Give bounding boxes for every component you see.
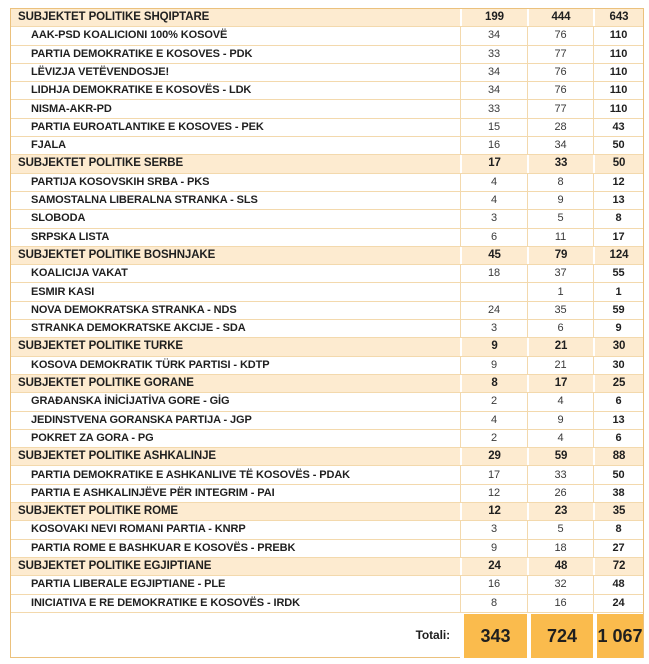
party-row <box>11 192 643 210</box>
row-label: SUBJEKTET POLITIKE GORANE <box>18 376 194 389</box>
row-label: KOSOVAKI NEVI ROMANI PARTIA - KNRP <box>31 523 246 536</box>
row-value-3: 8 <box>593 210 643 227</box>
party-row <box>11 46 643 64</box>
row-value-3: 8 <box>593 521 643 538</box>
row-value-1: 2 <box>460 430 527 447</box>
row-value-1: 3 <box>460 320 527 337</box>
row-label: INICIATIVA E RE DEMOKRATIKE E KOSOVËS - IRDK <box>31 596 300 609</box>
row-label: JEDINSTVENA GORANSKA PARTIJA - JGP <box>31 413 252 426</box>
row-label: SUBJEKTET POLITIKE BOSHNJAKE <box>18 248 216 261</box>
row-value-1: 34 <box>460 82 527 99</box>
row-value-3: 27 <box>593 540 643 557</box>
row-value-1: 45 <box>460 247 527 264</box>
totals-value-1: 343 <box>460 614 527 658</box>
row-value-2: 33 <box>527 466 593 483</box>
party-row <box>11 595 643 613</box>
row-value-2: 4 <box>527 393 593 410</box>
party-row <box>11 229 643 247</box>
row-value-3: 35 <box>593 503 643 520</box>
party-row <box>11 521 643 539</box>
row-value-2: 37 <box>527 265 593 282</box>
row-value-2: 35 <box>527 302 593 319</box>
totals-row <box>11 613 643 657</box>
row-label: SRPSKA LISTA <box>31 230 110 243</box>
row-label: PARTIA DEMOKRATIKE E ASHKANLIVE TË KOSOVËS - PDAK <box>31 468 351 481</box>
row-value-3: 12 <box>593 174 643 191</box>
party-row <box>11 283 643 301</box>
row-value-2: 23 <box>527 503 593 520</box>
totals-value-2: 724 <box>527 614 593 658</box>
row-value-3: 124 <box>593 247 643 264</box>
row-value-1: 12 <box>460 503 527 520</box>
row-value-3: 110 <box>593 82 643 99</box>
row-label: SUBJEKTET POLITIKE EGJIPTIANE <box>18 559 212 572</box>
party-row <box>11 485 643 503</box>
party-row <box>11 82 643 100</box>
group-row <box>11 375 643 393</box>
row-value-2: 9 <box>527 192 593 209</box>
row-value-3: 6 <box>593 430 643 447</box>
row-label: AAK-PSD KOALICIONI 100% KOSOVË <box>31 29 228 42</box>
row-label: SUBJEKTET POLITIKE SHQIPTARE <box>18 10 210 23</box>
row-label: SAMOSTALNA LIBERALNA STRANKA - SLS <box>31 194 258 207</box>
row-label: ESMIR KASI <box>31 285 95 298</box>
group-row <box>11 503 643 521</box>
row-value-1: 3 <box>460 521 527 538</box>
row-value-1: 34 <box>460 64 527 81</box>
row-value-3: 50 <box>593 466 643 483</box>
row-value-3: 30 <box>593 357 643 374</box>
row-value-1: 2 <box>460 393 527 410</box>
row-value-3: 30 <box>593 338 643 355</box>
row-value-2: 5 <box>527 521 593 538</box>
row-value-1: 16 <box>460 137 527 154</box>
row-label: NOVA DEMOKRATSKA STRANKA - NDS <box>31 303 237 316</box>
row-value-1: 12 <box>460 485 527 502</box>
row-value-2: 444 <box>527 9 593 26</box>
row-label: FJALA <box>31 139 66 152</box>
party-row <box>11 174 643 192</box>
table-body <box>11 9 643 613</box>
row-value-3: 25 <box>593 375 643 392</box>
party-row <box>11 265 643 283</box>
row-value-2: 5 <box>527 210 593 227</box>
row-value-1: 4 <box>460 174 527 191</box>
totals-label: Totali: <box>415 627 450 642</box>
party-row <box>11 357 643 375</box>
row-value-1: 24 <box>460 558 527 575</box>
row-value-1: 8 <box>460 595 527 612</box>
row-value-2: 6 <box>527 320 593 337</box>
row-value-2: 77 <box>527 46 593 63</box>
row-label: LËVIZJA VETËVENDOSJE! <box>31 66 170 79</box>
party-row <box>11 302 643 320</box>
row-value-3: 9 <box>593 320 643 337</box>
row-value-3: 59 <box>593 302 643 319</box>
row-label: SLOBODA <box>31 212 86 225</box>
row-label: GRAĐANSKA İNİCİJATİVA GORE - GİG <box>31 395 230 408</box>
row-value-1 <box>460 283 527 300</box>
row-value-1: 18 <box>460 265 527 282</box>
party-row <box>11 100 643 118</box>
row-value-3: 50 <box>593 155 643 172</box>
row-value-1: 33 <box>460 46 527 63</box>
row-value-3: 48 <box>593 576 643 593</box>
party-row <box>11 576 643 594</box>
row-value-1: 9 <box>460 540 527 557</box>
row-value-2: 18 <box>527 540 593 557</box>
row-value-2: 28 <box>527 119 593 136</box>
row-value-2: 34 <box>527 137 593 154</box>
party-row <box>11 393 643 411</box>
row-value-3: 13 <box>593 412 643 429</box>
row-label: SUBJEKTET POLITIKE ASHKALINJE <box>18 450 216 463</box>
row-value-2: 48 <box>527 558 593 575</box>
row-value-2: 4 <box>527 430 593 447</box>
row-label: PARTIA DEMOKRATIKE E KOSOVES - PDK <box>31 47 253 60</box>
row-label: NISMA-AKR-PD <box>31 102 112 115</box>
party-row <box>11 119 643 137</box>
row-value-2: 11 <box>527 229 593 246</box>
row-value-3: 50 <box>593 137 643 154</box>
party-row <box>11 320 643 338</box>
row-value-2: 32 <box>527 576 593 593</box>
group-row <box>11 338 643 356</box>
row-value-2: 21 <box>527 357 593 374</box>
row-value-2: 16 <box>527 595 593 612</box>
row-value-2: 26 <box>527 485 593 502</box>
party-row <box>11 64 643 82</box>
row-value-1: 199 <box>460 9 527 26</box>
row-value-3: 55 <box>593 265 643 282</box>
row-label: PARTIA EUROATLANTIKE E KOSOVES - PEK <box>31 120 264 133</box>
row-value-1: 34 <box>460 27 527 44</box>
row-value-1: 8 <box>460 375 527 392</box>
row-label: KOALICIJA VAKAT <box>31 267 128 280</box>
row-value-3: 110 <box>593 64 643 81</box>
row-value-2: 76 <box>527 82 593 99</box>
group-row <box>11 247 643 265</box>
row-value-1: 4 <box>460 412 527 429</box>
row-label: STRANKA DEMOKRATSKE AKCIJE - SDA <box>31 322 246 335</box>
row-value-3: 24 <box>593 595 643 612</box>
row-value-3: 88 <box>593 448 643 465</box>
row-value-2: 33 <box>527 155 593 172</box>
political-subjects-table <box>10 8 644 658</box>
row-value-1: 9 <box>460 357 527 374</box>
row-value-1: 24 <box>460 302 527 319</box>
row-value-1: 15 <box>460 119 527 136</box>
row-value-3: 6 <box>593 393 643 410</box>
row-value-3: 13 <box>593 192 643 209</box>
row-value-2: 77 <box>527 100 593 117</box>
row-value-2: 76 <box>527 27 593 44</box>
row-value-3: 17 <box>593 229 643 246</box>
row-value-3: 72 <box>593 558 643 575</box>
party-row <box>11 430 643 448</box>
group-row <box>11 448 643 466</box>
row-label: SUBJEKTET POLITIKE TURKE <box>18 340 184 353</box>
row-value-3: 43 <box>593 119 643 136</box>
row-value-2: 8 <box>527 174 593 191</box>
row-value-1: 16 <box>460 576 527 593</box>
row-value-3: 110 <box>593 46 643 63</box>
row-label: PARTIJA KOSOVSKIH SRBA - PKS <box>31 175 210 188</box>
row-label: PARTIA ROME E BASHKUAR E KOSOVËS - PREBK <box>31 541 296 554</box>
row-value-3: 38 <box>593 485 643 502</box>
party-row <box>11 466 643 484</box>
totals-value-3: 1 067 <box>593 614 643 658</box>
row-value-1: 17 <box>460 155 527 172</box>
row-label: PARTIA E ASHKALINJËVE PËR INTEGRIM - PAI <box>31 486 275 499</box>
row-value-2: 17 <box>527 375 593 392</box>
row-value-3: 110 <box>593 27 643 44</box>
row-value-2: 1 <box>527 283 593 300</box>
row-value-3: 1 <box>593 283 643 300</box>
row-value-2: 9 <box>527 412 593 429</box>
group-row <box>11 9 643 27</box>
group-row <box>11 558 643 576</box>
row-value-1: 9 <box>460 338 527 355</box>
row-value-1: 29 <box>460 448 527 465</box>
group-row <box>11 155 643 173</box>
row-value-3: 110 <box>593 100 643 117</box>
party-row <box>11 137 643 155</box>
row-value-1: 33 <box>460 100 527 117</box>
row-label: KOSOVA DEMOKRATIK TÜRK PARTISI - KDTP <box>31 358 270 371</box>
row-value-1: 6 <box>460 229 527 246</box>
row-value-2: 79 <box>527 247 593 264</box>
row-value-2: 59 <box>527 448 593 465</box>
party-row <box>11 540 643 558</box>
row-value-2: 21 <box>527 338 593 355</box>
row-value-3: 643 <box>593 9 643 26</box>
row-value-1: 3 <box>460 210 527 227</box>
party-row <box>11 27 643 45</box>
row-label: LIDHJA DEMOKRATIKE E KOSOVËS - LDK <box>31 84 252 97</box>
party-row <box>11 210 643 228</box>
row-label: POKRET ZA GORA - PG <box>31 431 154 444</box>
row-value-1: 4 <box>460 192 527 209</box>
row-label: PARTIA LIBERALE EGJIPTIANE - PLE <box>31 578 226 591</box>
row-value-1: 17 <box>460 466 527 483</box>
row-label: SUBJEKTET POLITIKE SERBE <box>18 157 184 170</box>
row-label: SUBJEKTET POLITIKE ROME <box>18 504 178 517</box>
party-row <box>11 412 643 430</box>
row-value-2: 76 <box>527 64 593 81</box>
